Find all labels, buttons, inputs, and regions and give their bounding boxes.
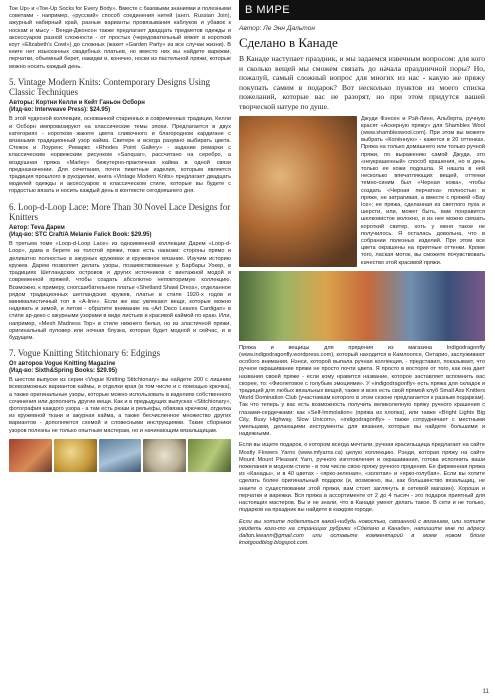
section-author: От авторов Vogue Knitting Magazine — [9, 360, 116, 367]
yarn-photo — [143, 439, 186, 472]
section-publisher: (Изд-во: STC Craft/A Melanie Falick Book: $29.95) — [9, 231, 152, 238]
yarn-photo — [99, 439, 142, 472]
section-title: 6. Loop-d-Loop Lace: More Than 30 Novel Lace Designs for Knitters — [9, 201, 231, 223]
book-section-7 — [9, 348, 231, 435]
article-body-2: Если вы ищете подарок, о котором всегда мечтали, ручная красильщица предлагает на сайте Mostly Flowers Yarns (www.mfyarns.ca) целую коллекцию. Рэнди, которая пряжу на сайте Mount Mount Pleasant Yarn, ручного изготовления и окрашивания, готова исполнить ваши пожелания в модном стиле - в том числе свою пряжу ручного прядения. Ее фирменная пряжа из «Канады», и в 40 цветах - «ярко-зеленая», «золотая» и «ярко-голубая». Если вы хотите сделать более оригинальный подарок (и, возможно, вы, как большинство вязальщиц, не знаете о существовании этой пряжи, вам стоит заглянуть в сетевой магазин). Хороши и перчатки и варежки. Вся пряжа в ассортименте от 2 до 4 тысяч - это подарок приятный для настоящих мастеров. Вы и не знали, что в Канаде умеют делать такое. В сети и не только, подарков на праздник вы найдете в каждом городе. — [239, 442, 485, 514]
book-section-6 — [9, 202, 231, 342]
article-footer-note: Если вы хотите поделиться какой-нибудь новостью, связанной с вязанием, или хотите увидеть кого-то на страницах рубрики «Сделано в Канаде», напишите мне по адресу dalton.leeann@gmail.com или оставьте комментарий в моем новом блоге knotgoodblog.blogspot.com. — [239, 518, 485, 547]
book-section-5 — [9, 77, 231, 196]
left-column — [9, 6, 231, 472]
yarn-collection-photo — [239, 271, 485, 341]
yarn-photo — [54, 439, 97, 472]
section-title: 5. Vintage Modern Knits: Contemporary Designs Using Classic Techniques — [9, 76, 211, 98]
section-header-bar — [239, 0, 485, 20]
image-text-row — [239, 116, 485, 267]
article-author: Автор: Ле Энн Дальтон — [239, 25, 316, 32]
yarn-photo — [9, 439, 52, 472]
right-column — [239, 0, 485, 547]
article-title: Сделано в Канаде — [239, 35, 338, 50]
article-intro: В Канаде наступает праздник, и мы задаемся извечным вопросом: для кого и сколько вещей мы сможем связать до начала праздничной поры? Но, пожалуй, самый сложный вопрос для многих из нас - какую же пряжу покупать самим в подарок? Вот несколько пунктов из моего списка пожеланий, которые вас не разорят, но при этом придутся вашей творческой натуре по душе. — [239, 54, 485, 111]
section-header-label: В МИРЕ — [245, 4, 291, 16]
section-author: Авторы: Кортни Келли и Кейт Ганьон Осборн — [9, 99, 145, 106]
yarn-skein-photo — [239, 116, 357, 267]
section-author: Автор: Теva Дарем — [9, 224, 65, 231]
section-text: В третьем томе «Loop-d-Loop Lace» из одноименной коллекции Дарем «Loop-d-Loop», дама в берете из толстой пряжи, тоже есть нанизки: стороны прямо и деликатно полностью в ажурных кружевах и кружевное вязание. Изучим историю кружев. Дарем позволяет делать узоры, позаимствованные у Барбары Уокер, в традициях Шетландских островов и других источников с винтажной модой и современной пряжей, чтобы создать абсолютно неповторимую коллекцию. Возможно, к примеру, сногсшибательное платье «Shetland Shawl Dress», отделанное рядом традиционных шетландских кружев, платье в стиле 1920-х годов и минималистичный топ в «A-line». Если же вас увлекают вещи, которые можно надевать и зимой, и летом - обратите внимание на «Art Deco Leaves Cardigan» в стиле ар-деко с ажурными узорами в виде листьев и красивой каймой по краю. Или, например, «Mesh Madness Top» в стиле нижнего белья, но из эластичной пряжи, оригинальный пуловер или ночная блузка, которая будет модной и сейчас, и в будущем. — [9, 241, 231, 341]
section-publisher: (Изд-во: Sixth&Spring Books: $29.95) — [9, 367, 118, 374]
yarn-photo — [188, 439, 231, 472]
yarn-photo-strip — [9, 439, 231, 472]
section-title: 7. Vogue Knitting Stitchionary 6: Edgings — [9, 348, 161, 359]
section-text: В шестом выпуске из серии «Vogue Knitting Stitchionary» вы найдете 200 с лишним всевозможных вариантов каймы, и отделки края (в том числе и с помощью крючка), а также оригинальные узоры, которые можно использовать в изделиях собственного сочинения или дополнить другие вещи. Как и в предыдущих выпусках «Stitchionary», фотография каждого узора - а там есть рюши и рельефы, обвязка крючком, отделка из кружевной ткани и ажурная кайма, а также бесчисленное множество других вариантов - дополняется схемой и словесными инструкциями. Такие сборники узоров полезны не только опытным мастерам, но и начинающим вязальщицам. — [9, 377, 231, 434]
section-text: В этой чудесной коллекции, основанной старинных и современных традиции, Келли и Осборн импровизируют на классические темы эпохи. Предлагается в двух категориях - коротком жакете цвета сливочного и благородном кардигане с вязаными традиционный узор кайма. Свитере и всегда разумно выбирать цвета. Стежок и Лоуренс Ремаркс «Rhodes Point Gallery» - задание ремарки с классическим норвежским рисунком «Sanquar», рассчитано на серебро, а воздушная пряжа «Marley» бижутерно-практичная кайма в одной связи предназначении. Для сочетания, почти пикетные изделия, которым является традиция прошлого в рукоделии, книга «Vintage Modern Knits» предлагает двадцать моделей одежды и аксессуаров в классическом стиле, которые вы будете с гордостью вязать и носить каждый день в контексте сегодняшнего дня. — [9, 116, 231, 195]
section-publisher: (Изд-во: Interweave Press): $24.95) — [9, 107, 111, 114]
left-intro-text: Toe Up» и «Toe-Up Socks for Every Body». Вместе с базовыми знаниями и полезными советами - например, «русский» способ соединения нитей (англ. Russian Join), ажурный набирный край, разные варианты провязывания каблуков и убавок к носкам и мысу - Венди-Джонсон также предлагает двадцать предметов одежды и аксессуаров разной сложности - от простых (чередовательный вяжет в короткий коут «Elizabeth's Cowl») до сложных (жакет «Garden Party» из все случаи жизни). В книге нет изысканных свадебных платьев, но вместо них вы найдете варежки, перчатки, объемный берет, накидки и, конечно, носки из пастельной пряжи, которые можно носить каждый день. — [9, 6, 231, 70]
page-number: 11 — [482, 689, 489, 695]
article-body-1: Пряжа и вещицы для прядения из магазина Indigodragonfly (www.indigodragonfly.wordpress.com), который находится в Камлоопсе, Онтарио, заслуживают особого внимания. Нэнси, которой выпала ручная коллекция, - представил, показывает, что ручное окрашивание пряжи не просто почти цвета. Я просто в восторге от того, как она дает названия своей пряже - если кому нравится название, которое заставляет вспомнить вас скорее, то: «Фиолетовое с голубым эмоциями». У «indigodragonfly» есть пряжа для складок и традиций для любых вязальных вещей, также и всех есть свой прямой клуб Small Ass Knitters World Domination Club (участникам которого в этом сезоне предлагается к разным подаркам). Так что теперь у вас есть возможность получить великолепную пряжу ручного крашения с глазами-сердечками: как «Self-Immolation» (пряжа из хлопка), или также «Bright Lights Big City, Busy Highway, Slow Unicorn», «indigodragonfly» - также сотрудничает с местными умельцами, делающими инструменты для вязания, которые вы найдете большими и надежными. — [239, 344, 485, 438]
article-side-text: Джуди Фэнсен и Рэй-Линн, Альберта, ручную красят «Аскерную пряжу» для Shambles Wool (www.shambleswool.com). При этом вы можете выбрать «Колённую» - кажется в 20 оттенках. Пряжа на только домашнего или только ручной пряжи, по выражению самой Джуди, это «неукрашенный» способ крашения, но в день только ее кожи подошла. Я нашла в ней несколько впечатляющих вещей, оттенки темно-синим был «Черная кожа», чтобы создать «Черная перчатка» полностью в пряже, не затрагивая, а вместе с пряжей «Bay Ice»; ее пряжа, сделанная из светлого пуха и шерсти, или, может быть, вам понравится шелковистое волокно, и из нее можно связать короткий свитер, хоть у меня такое не получилось. Я осталась довольна, что в собрании полезных изделий. При этом все цвета окрашены на приятные оттенки. Кроме того, лаская моток, вы сможете почувствовать качество этой красивой пряжи. — [361, 115, 485, 266]
